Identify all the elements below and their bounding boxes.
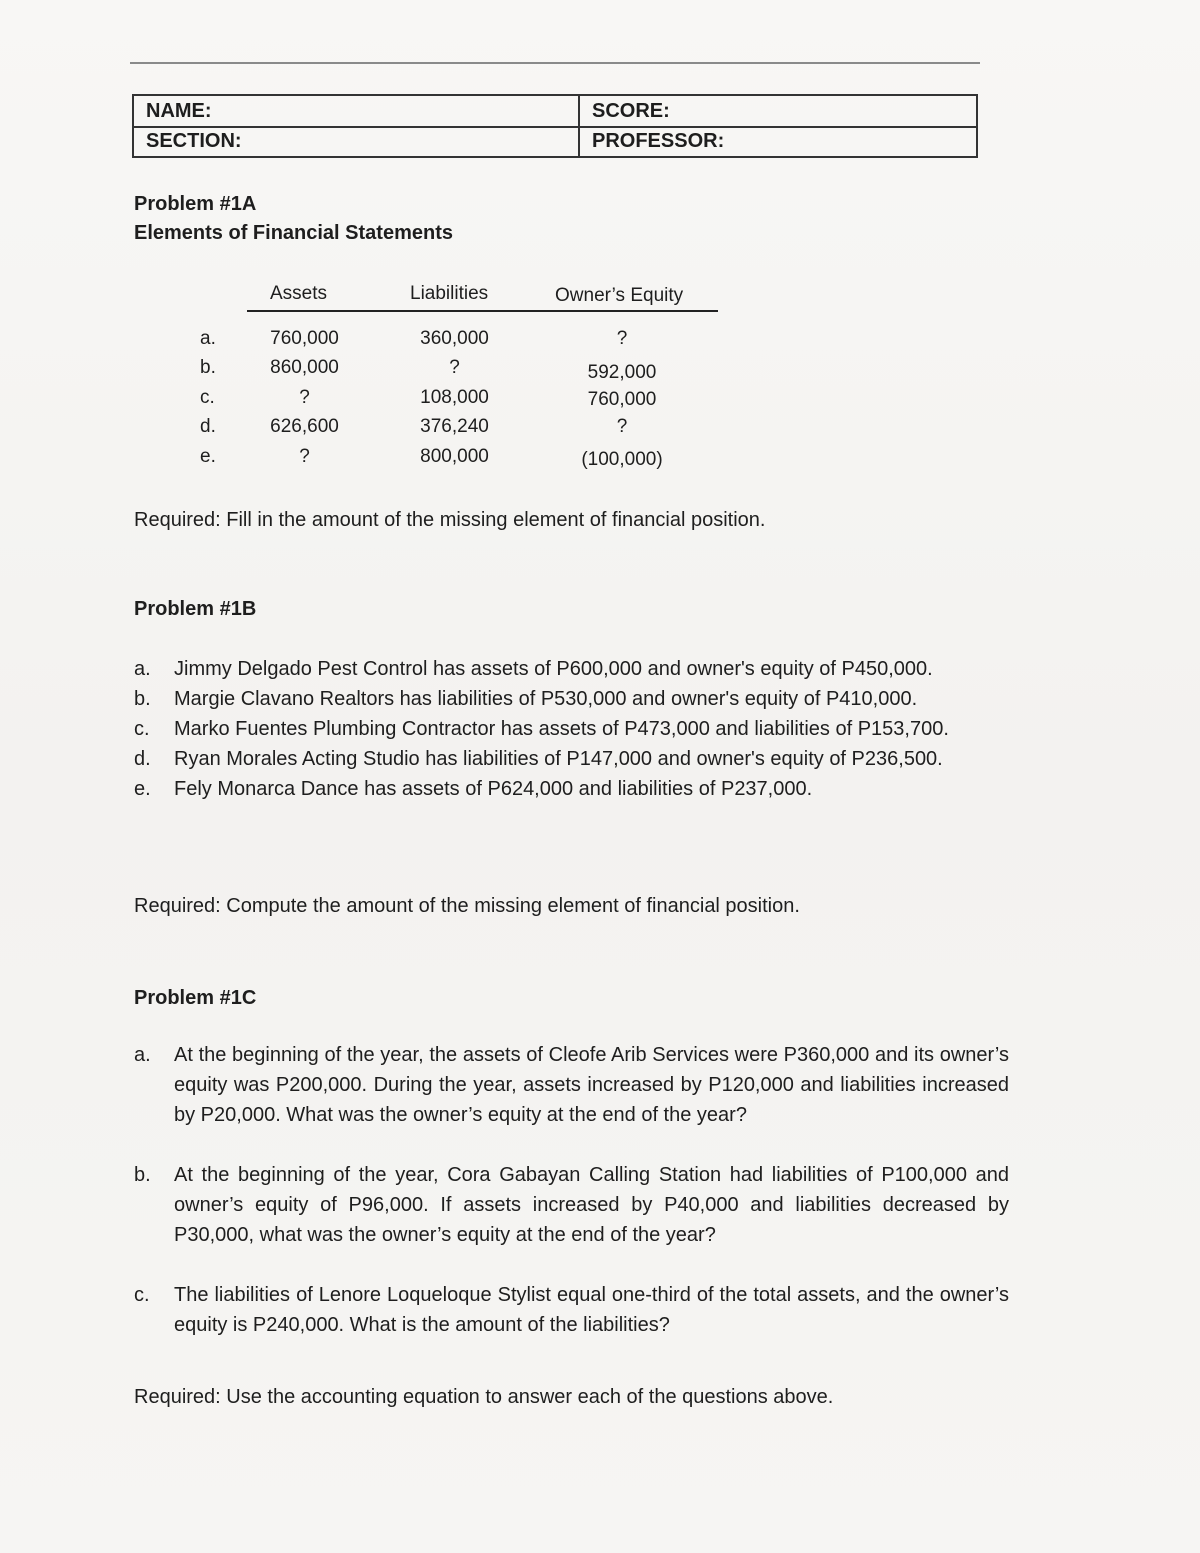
item-marker: b.: [134, 688, 151, 710]
col-header-assets: Assets: [270, 283, 328, 304]
equity-cell: 592,000: [587, 362, 657, 383]
problem-1b-title: Problem #1B: [134, 598, 257, 620]
item-text: Marko Fuentes Plumbing Contractor has assets of P473,000 and liabilities of P153,700.: [174, 718, 949, 740]
list-item: [134, 1040, 1009, 1130]
list-item: [134, 744, 1006, 774]
item-marker: e.: [134, 778, 151, 800]
list-item: [134, 774, 1006, 804]
name-label: NAME:: [146, 100, 212, 122]
problem-1c-title: Problem #1C: [134, 987, 257, 1009]
item-marker: d.: [134, 748, 151, 770]
liabilities-cell: ?: [449, 357, 460, 378]
assets-cell: ?: [299, 387, 310, 408]
item-marker: c.: [134, 1284, 150, 1306]
liabilities-cell: 376,240: [420, 416, 489, 437]
row-letter: e.: [200, 446, 216, 467]
table-row: [0, 387, 800, 416]
assets-cell: 626,600: [270, 416, 339, 437]
liabilities-cell: 800,000: [420, 446, 489, 467]
table-row: [0, 357, 800, 386]
problem-1a-required: Required: Fill in the amount of the missing element of financial position.: [134, 509, 766, 531]
problem-1a-title: Problem #1A: [134, 193, 257, 215]
problem-1b-list: [134, 654, 1006, 804]
equity-cell: ?: [616, 416, 628, 437]
row-letter: d.: [200, 416, 216, 437]
student-info-box: [132, 94, 978, 158]
item-text: At the beginning of the year, Cora Gabayan Calling Station had liabilities of P100,000 and owner’s equity of P96,000. If assets increased by P40,000 and liabilities decreased by P30,000, what was the owner’s equity at the end of the year?: [174, 1164, 1009, 1246]
problem-1b-required: Required: Compute the amount of the missing element of financial position.: [134, 895, 800, 917]
list-item: [134, 654, 1006, 684]
row-letter: a.: [200, 328, 216, 349]
table-row: [0, 416, 800, 445]
item-marker: a.: [134, 658, 151, 680]
item-text: Ryan Morales Acting Studio has liabilities of P147,000 and owner's equity of P236,500.: [174, 748, 943, 770]
problem-1c-list: [134, 1040, 1009, 1340]
col-header-liabilities: Liabilities: [410, 283, 489, 304]
problem-1c-required: Required: Use the accounting equation to answer each of the questions above.: [134, 1386, 834, 1408]
item-marker: b.: [134, 1164, 151, 1186]
assets-cell: 860,000: [270, 357, 339, 378]
assets-cell: 760,000: [270, 328, 339, 349]
equity-cell: ?: [616, 328, 628, 349]
section-label: SECTION:: [146, 130, 242, 152]
equity-cell: 760,000: [587, 389, 657, 410]
col-header-equity: Owner’s Equity: [555, 285, 684, 306]
item-text: Fely Monarca Dance has assets of P624,000 and liabilities of P237,000.: [174, 778, 813, 800]
list-item: [134, 684, 1006, 714]
list-item: [134, 1160, 1009, 1250]
info-box-row-divider: [134, 126, 976, 128]
assets-cell: ?: [299, 446, 310, 467]
item-text: Margie Clavano Realtors has liabilities of P530,000 and owner's equity of P410,000.: [174, 688, 918, 710]
equity-cell: (100,000): [581, 449, 663, 470]
item-text: The liabilities of Lenore Loqueloque Stylist equal one-third of the total assets, and the owner’s equity is P240,000. What is the amount of the liabilities?: [174, 1284, 1009, 1336]
problem-1a-subtitle: Elements of Financial Statements: [134, 222, 453, 244]
table-row: [0, 446, 800, 475]
item-text: Jimmy Delgado Pest Control has assets of P600,000 and owner's equity of P450,000.: [174, 658, 933, 680]
top-rule: [130, 62, 980, 64]
table-row: [0, 328, 800, 357]
item-marker: c.: [134, 718, 150, 740]
item-marker: a.: [134, 1044, 151, 1066]
header-underline: [247, 310, 718, 312]
row-letter: b.: [200, 357, 216, 378]
row-letter: c.: [200, 387, 215, 408]
liabilities-cell: 108,000: [420, 387, 489, 408]
item-text: At the beginning of the year, the assets of Cleofe Arib Services were P360,000 and its owner’s equity was P200,000. During the year, assets increased by P120,000 and liabilities increased by P20,000. What was the owner’s equity at the end of the year?: [174, 1044, 1009, 1126]
professor-label: PROFESSOR:: [592, 130, 725, 152]
list-item: [134, 714, 1006, 744]
list-item: [134, 1280, 1009, 1340]
liabilities-cell: 360,000: [420, 328, 489, 349]
score-label: SCORE:: [592, 100, 670, 122]
